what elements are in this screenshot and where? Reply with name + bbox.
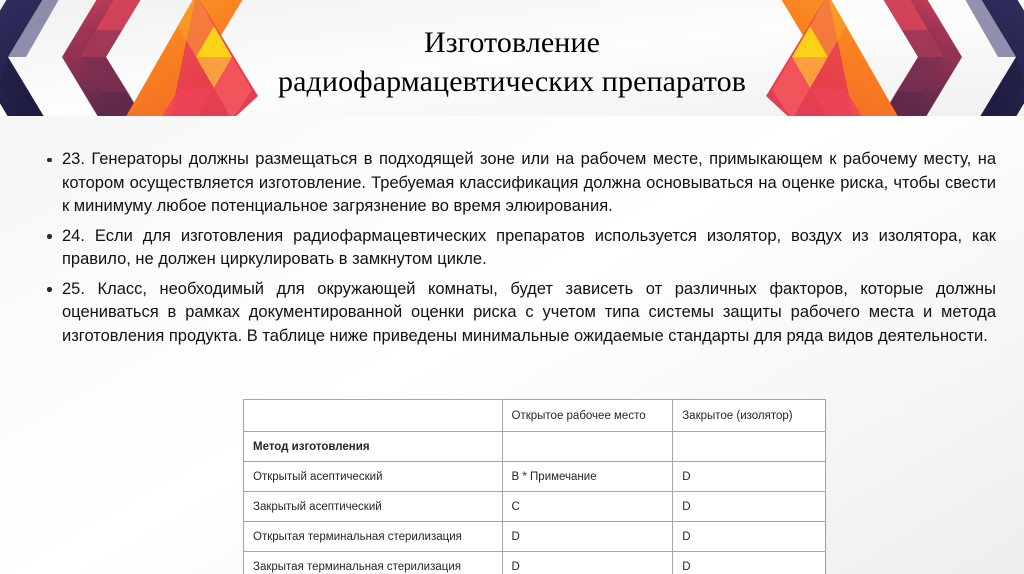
table-row (244, 432, 826, 462)
row-closed-open-terminal: D (673, 522, 826, 552)
table-row (244, 492, 826, 522)
row-open-closed-aseptic: C (502, 492, 673, 522)
row-label-method: Метод изготовления (244, 432, 503, 462)
table-header-row (244, 400, 826, 432)
list-item (0, 225, 1024, 272)
list-item (0, 148, 1024, 219)
row-label-open-terminal: Открытая терминальная стерилизация (244, 522, 503, 552)
row-label-closed-aseptic: Закрытый асептический (244, 492, 503, 522)
table-header-open: Открытое рабочее место (502, 400, 673, 432)
table-header-blank (244, 400, 503, 432)
title-line-2: радиофармацевтических препаратов (278, 65, 746, 98)
table-row (244, 462, 826, 492)
row-open-method (502, 432, 673, 462)
row-closed-closed-aseptic: D (673, 492, 826, 522)
row-closed-closed-terminal: D (673, 552, 826, 574)
table-row (244, 552, 826, 574)
bullet-text-25: 25. Класс, необходимый для окружающей комнаты, будет зависеть от различных факторов, которые должны оцениваться в рамках документированной оценки риска с учетом типа системы защиты рабочего места и метода изготовления продукта. В таблице ниже приведены минимальные ожидаемые стандарты для ряда видов деятельности. (62, 279, 996, 345)
page-title (210, 14, 814, 110)
standards-table (243, 399, 826, 574)
list-item (0, 278, 1024, 349)
standards-table-wrapper (243, 399, 826, 574)
row-label-open-aseptic: Открытый асептический (244, 462, 503, 492)
slide-title-text (278, 23, 746, 101)
row-open-open-aseptic: B * Примечание (502, 462, 673, 492)
table-header-closed: Закрытое (изолятор) (673, 400, 826, 432)
bullet-text-24: 24. Если для изготовления радиофармацевтических препаратов используется изолятор, воздух из изолятора, как правило, не должен циркулировать в замкнутом цикле. (62, 226, 996, 268)
row-label-closed-terminal: Закрытая терминальная стерилизация (244, 552, 503, 574)
row-closed-method (673, 432, 826, 462)
bullet-text-23: 23. Генераторы должны размещаться в подходящей зоне или на рабочем месте, примыкающем к рабочему месту, на котором осуществляется изготовление. Требуемая классификация должна основываться на оценке риска, чтобы свести к минимуму любое потенциальное загрязнение во время элюирования. (62, 150, 996, 215)
row-open-open-terminal: D (502, 522, 673, 552)
bullet-list (0, 148, 1024, 354)
row-closed-open-aseptic: D (673, 462, 826, 492)
row-open-closed-terminal: D (502, 552, 673, 574)
title-line-1: Изготовление (423, 26, 601, 59)
table-row (244, 522, 826, 552)
